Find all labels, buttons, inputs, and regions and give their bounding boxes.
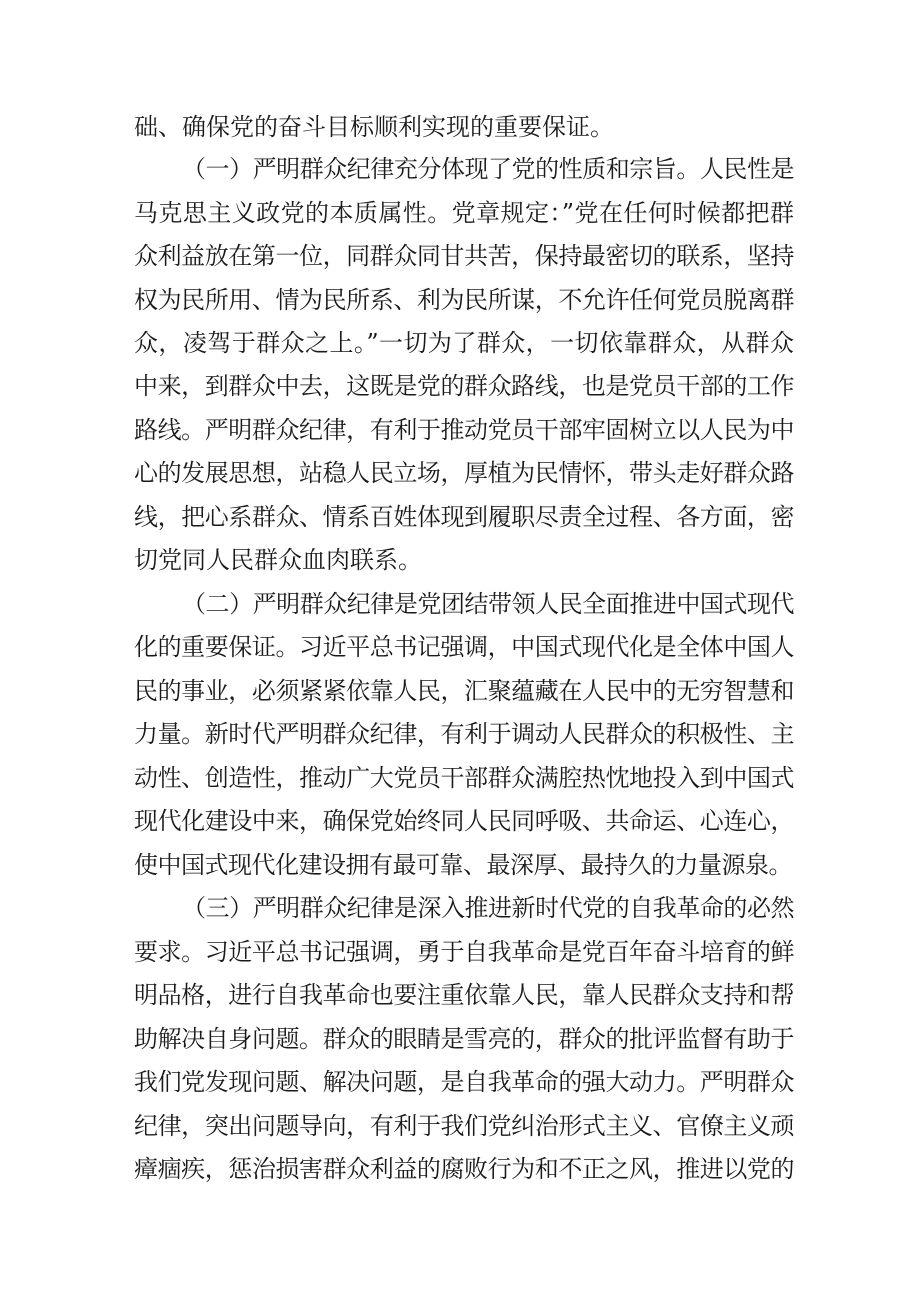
section-heading-line: （二）严明群众纪律是党团结带领人民全面推进中国式现代 <box>182 590 794 618</box>
paragraph-line: 马克思主义政党的本质属性。党章规定：”党在任何时候都把群 <box>134 199 794 227</box>
paragraph-line: 础、确保党的奋斗目标顺利实现的重要保证。 <box>134 113 614 141</box>
paragraph-line: 化的重要保证。习近平总书记强调，中国式现代化是全体中国人 <box>134 633 794 661</box>
paragraph-line: 路线。严明群众纪律，有利于推动党员干部牢固树立以人民为中 <box>134 416 794 444</box>
paragraph-line: 众利益放在第一位，同群众同甘共苦，保持最密切的联系，坚持 <box>134 242 794 270</box>
paragraph-line: 心的发展思想，站稳人民立场，厚植为民情怀，带头走好群众路 <box>134 459 794 487</box>
paragraph-line: 切党同人民群众血肉联系。 <box>134 546 422 574</box>
paragraph-line: 力量。新时代严明群众纪律，有利于调动人民群众的积极性、主 <box>134 720 794 748</box>
paragraph-line: 要求。习近平总书记强调，勇于自我革命是党百年奋斗培育的鲜 <box>134 938 794 966</box>
paragraph-line: 瘴痼疾，惩治损害群众利益的腐败行为和不正之风，推进以党的 <box>134 1155 794 1183</box>
paragraph-line: 线，把心系群众、情系百姓体现到履职尽责全过程、各方面，密 <box>134 503 794 531</box>
section-heading-line: （三）严明群众纪律是深入推进新时代党的自我革命的必然 <box>182 894 794 922</box>
paragraph-line: 现代化建设中来，确保党始终同人民同呼吸、共命运、心连心， <box>134 807 794 835</box>
paragraph-line: 纪律，突出问题导向，有利于我们党纠治形式主义、官僚主义顽 <box>134 1112 794 1140</box>
paragraph-line: 民的事业，必须紧紧依靠人民，汇聚蕴藏在人民中的无穷智慧和 <box>134 677 794 705</box>
paragraph-line: 中来，到群众中去，这既是党的群众路线，也是党员干部的工作 <box>134 372 794 400</box>
paragraph-line: 动性、创造性，推动广大党员干部群众满腔热忱地投入到中国式 <box>134 764 794 792</box>
paragraph-line: 明品格，进行自我革命也要注重依靠人民，靠人民群众支持和帮 <box>134 981 794 1009</box>
paragraph-line: 权为民所用、情为民所系、利为民所谋，不允许任何党员脱离群 <box>134 286 794 314</box>
paragraph-line: 助解决自身问题。群众的眼睛是雪亮的，群众的批评监督有助于 <box>134 1025 794 1053</box>
paragraph-line: 我们党发现问题、解决问题，是自我革命的强大动力。严明群众 <box>134 1068 794 1096</box>
section-heading-line: （一）严明群众纪律充分体现了党的性质和宗旨。人民性是 <box>182 155 794 183</box>
paragraph-line: 众，凌驾于群众之上。”一切为了群众，一切依靠群众，从群众 <box>134 329 794 357</box>
paragraph-line: 使中国式现代化建设拥有最可靠、最深厚、最持久的力量源泉。 <box>134 851 792 879</box>
